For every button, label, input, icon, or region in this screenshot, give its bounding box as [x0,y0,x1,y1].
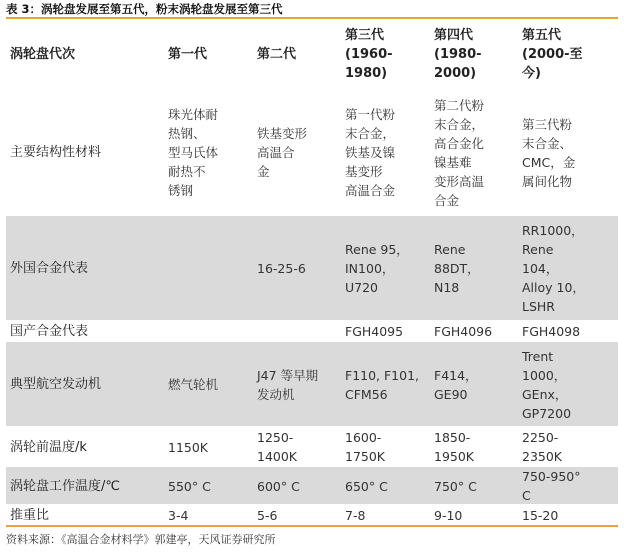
table-cell: 650° C [345,478,388,494]
table-row-thrust-weight [6,505,618,525]
header-cell-gen1: 第一代 [168,46,208,62]
table-cell: 第二代粉 末合金， 高合金化 镍基难 变形高温 合金 [434,97,485,208]
header-cell-gen4: 第四代 (1980- 2000) [434,27,482,81]
table-cell: 600° C [257,478,300,494]
table-cell: Rene 95， IN100， U720 [345,242,409,295]
row-label: 典型航空发动机 [10,377,102,392]
table-cell: 550° C [168,478,211,494]
table-row-materials [6,89,618,216]
header-cell-gen3: 第三代 (1960- 1980) [345,27,393,81]
row-label: 国产合金代表 [10,324,89,339]
table-cell: 1850- 1950K [434,430,475,464]
table-cell: F414， GE90 [434,367,478,402]
row-label: 外国合金代表 [10,261,89,276]
table-cell: 16-25-6 [257,261,306,276]
header-cell-gen5: 第五代 (2000-至 今) [522,27,583,81]
table-row-foreign-alloys [6,216,618,321]
table-cell: 第三代粉 末合金、 CMC，金 属间化物 [522,116,576,189]
table-cell: J47 等早期 发动机 [257,367,319,402]
row-label: 涡轮盘工作温度/℃ [10,478,120,494]
table-cell: Rene 88DT， N18 [434,242,480,295]
table-cell: 1150K [168,439,209,455]
row-label: 推重比 [10,507,50,523]
table-cell: 1250- 1400K [257,430,298,464]
source-note: 资料来源：《高温合金材料学》郭建亭，天风证券研究所 [6,533,276,546]
table-cell: 750° C [434,478,477,494]
row-label: 主要结构性材料 [10,145,102,160]
table-cell: F110, F101, CFM56 [345,367,420,402]
table-cell: 2250- 2350K [522,430,563,464]
table-cell: 15-20 [522,507,559,523]
table-cell: 1600- 1750K [345,430,386,464]
header-cell-gen2: 第二代 [257,46,297,62]
table-cell: 第一代粉 末合金， 铁基及镍 基变形 高温合金 [345,107,396,198]
table-bottom-rule [6,525,618,527]
table-cell: 5-6 [257,507,278,523]
table-cell [168,216,254,321]
table-cell [257,321,345,342]
table-header-row [6,19,618,89]
table-row-turbine-inlet-temp [6,427,618,467]
table-row-disk-work-temp [6,467,618,505]
table-cell: 9-10 [434,507,463,523]
table-cell [168,321,254,342]
table-cell: FGH4098 [522,324,581,339]
header-cell-generation: 涡轮盘代次 [10,46,76,62]
table-caption: 表 3：涡轮盘发展至第五代，粉末涡轮盘发展至第三代 [6,2,283,16]
table-cell: RR1000， Rene 104， Alloy 10， LSHR [522,223,585,314]
table-cell: 铁基变形 高温合 金 [257,126,308,179]
table-cell: 3-4 [168,507,189,523]
row-label: 涡轮前温度/k [10,439,87,455]
table-cell: 7-8 [345,507,366,523]
table-cell: Trent 1000， GEnx， GP7200 [522,348,572,421]
table-cell: FGH4096 [434,324,493,339]
table-cell: 珠光体耐 热钢、 型马氏体 耐热不 锈钢 [168,107,219,198]
table-cell: FGH4095 [345,324,404,339]
table-cell: 燃气轮机 [168,377,219,392]
table-row-domestic-alloys [6,321,618,342]
table-cell: 750-950° C [522,469,581,503]
table-row-engines [6,342,618,427]
